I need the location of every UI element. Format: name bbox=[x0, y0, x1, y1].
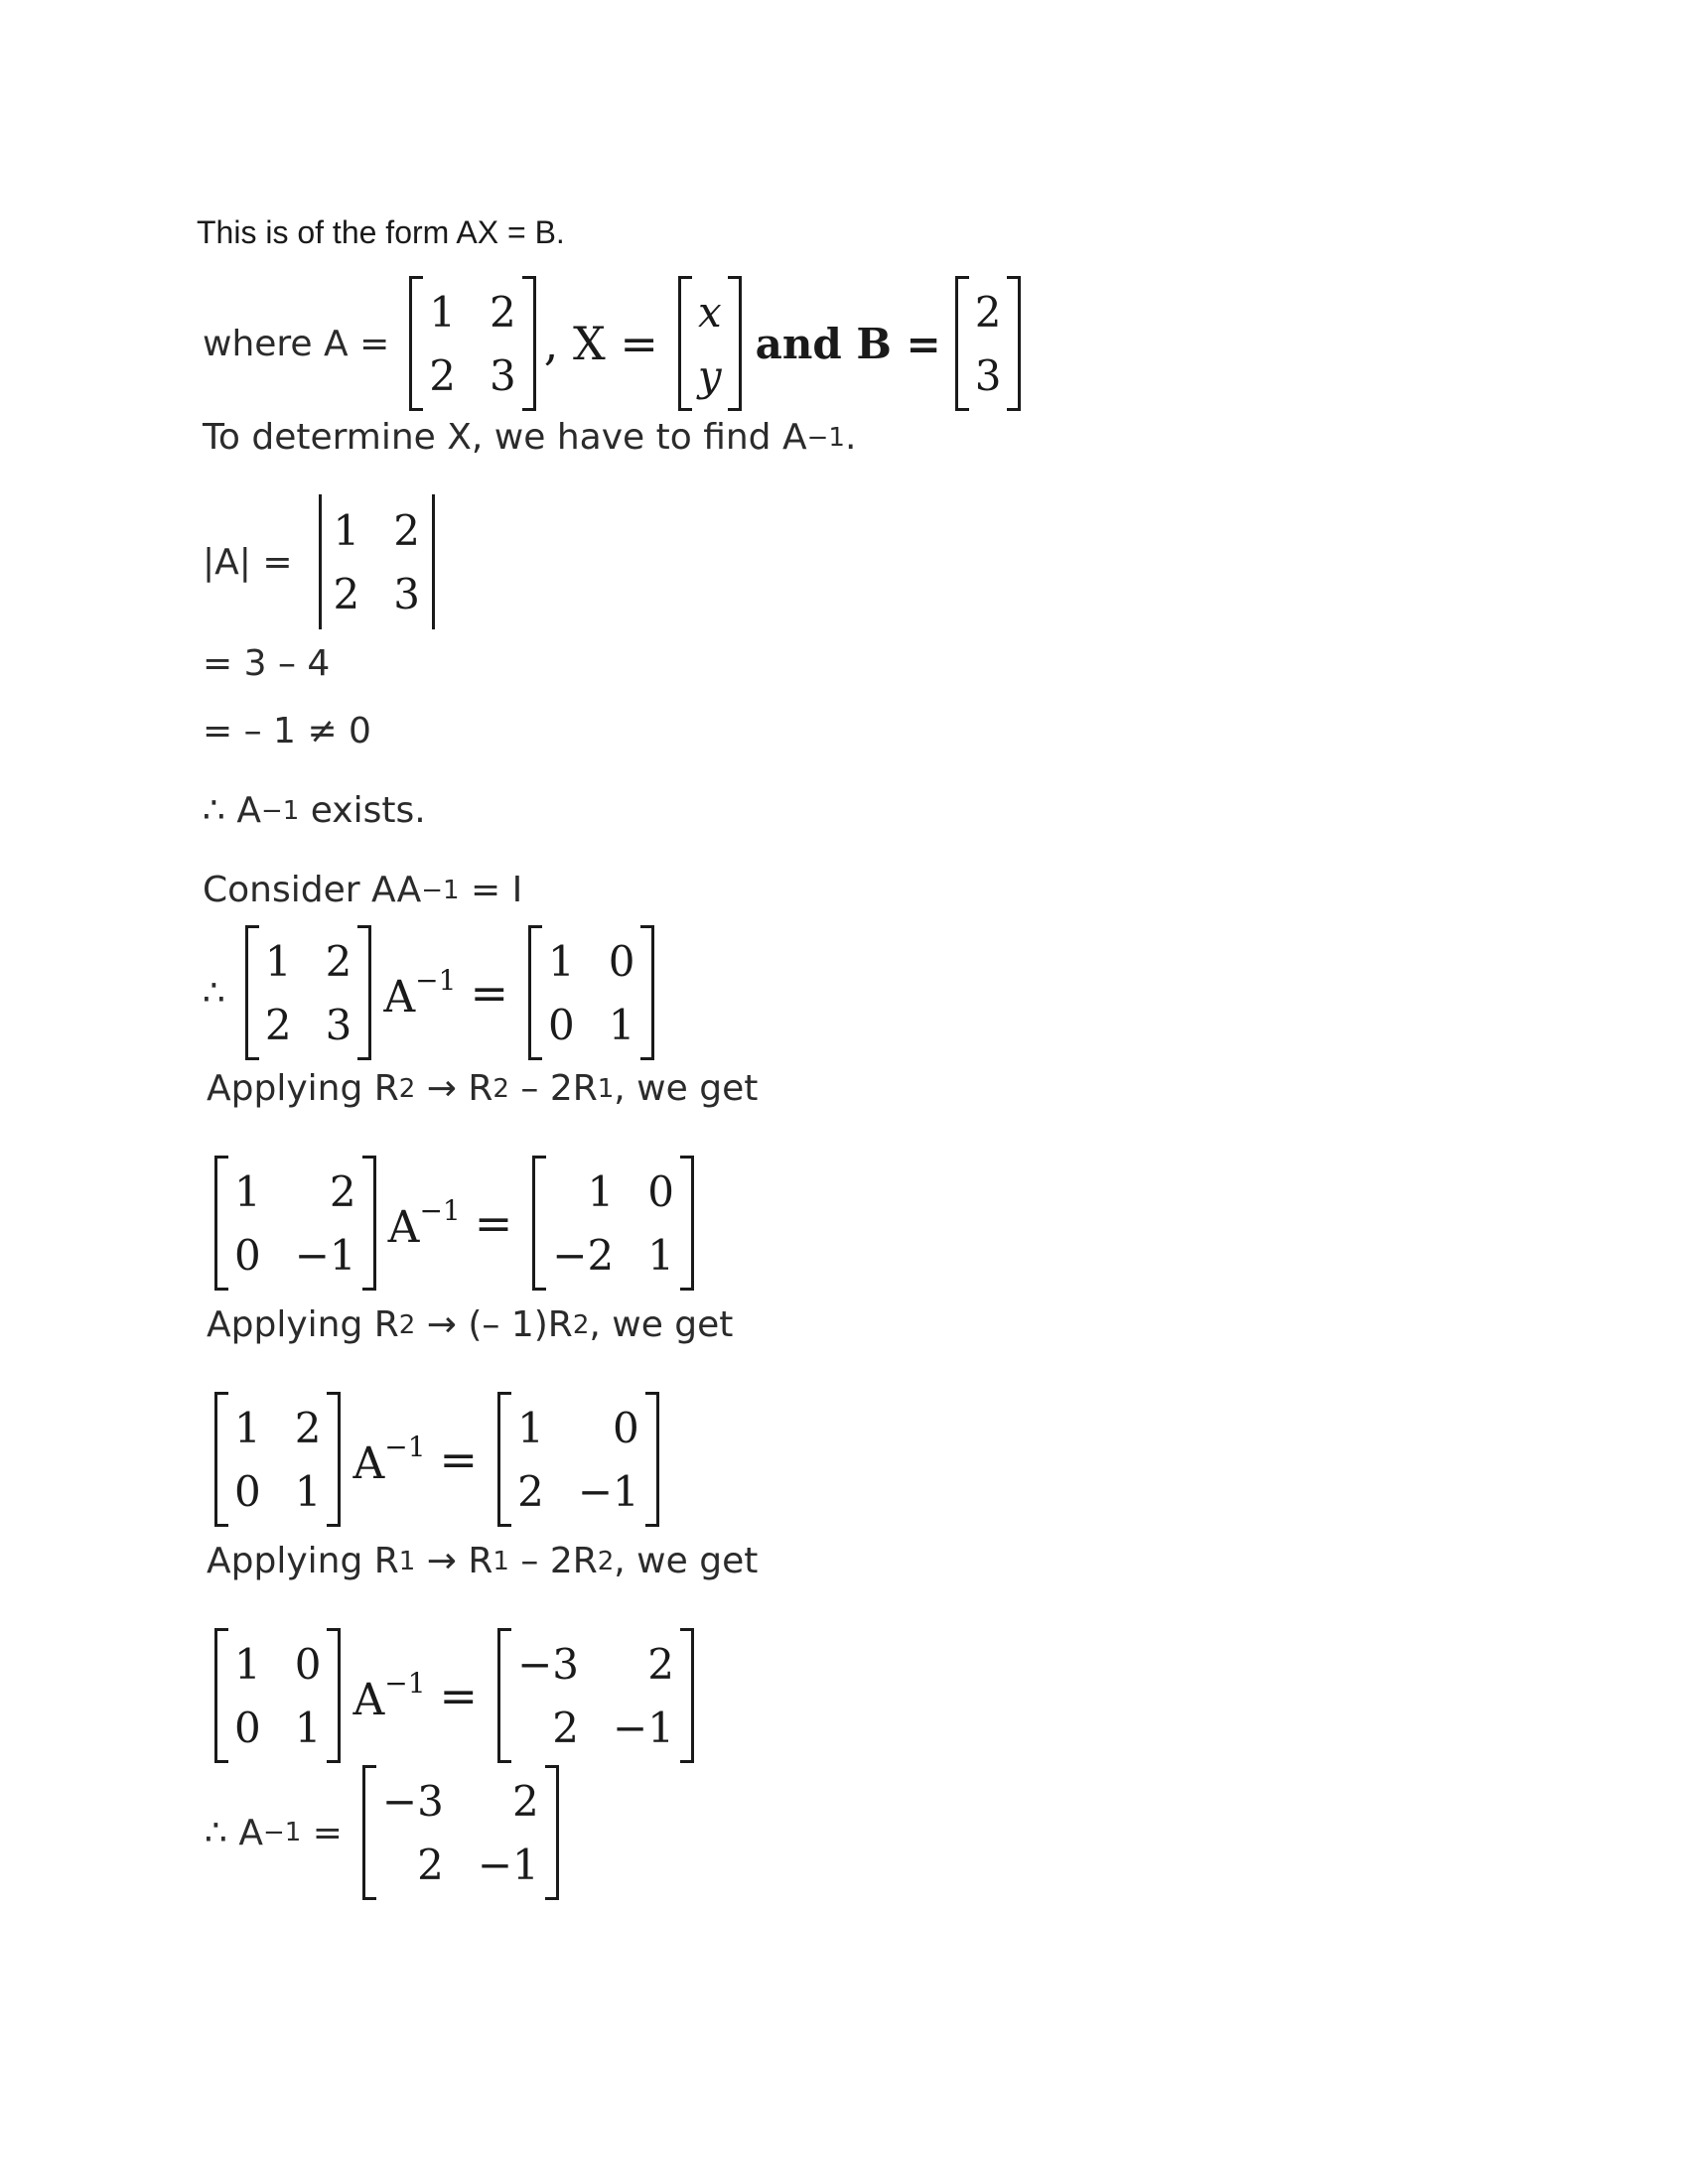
matrix-left bbox=[214, 1628, 341, 1763]
equation-1 bbox=[209, 1156, 700, 1291]
equals-sign: = bbox=[470, 966, 508, 1020]
inverse-sup: −1 bbox=[806, 422, 845, 453]
matrix-cell: 1 bbox=[647, 1230, 674, 1280]
therefore-symbol: ∴ bbox=[203, 972, 225, 1014]
exists-pre: ∴ A bbox=[203, 790, 261, 831]
and-b-label: and B = bbox=[755, 319, 941, 368]
matrix-cell: 0 bbox=[294, 1639, 322, 1689]
matrix-cell: −3 bbox=[517, 1639, 579, 1689]
matrix-left bbox=[245, 925, 371, 1060]
matrix-cell: 2 bbox=[512, 1776, 539, 1826]
matrix-cell: 3 bbox=[393, 569, 420, 618]
matrix-cell: 1 bbox=[264, 936, 292, 986]
matrix-b bbox=[955, 276, 1022, 411]
matrix-left bbox=[214, 1392, 341, 1527]
matrix-cell: 2 bbox=[417, 1840, 444, 1889]
matrix-cell: −1 bbox=[294, 1230, 356, 1280]
matrix-cell: 2 bbox=[264, 1000, 292, 1049]
a-inverse: $A^{-1}$ bbox=[352, 1430, 426, 1489]
a-inverse: $A^{-1}$ bbox=[387, 1193, 461, 1253]
det-label: |A| = bbox=[203, 541, 293, 583]
exists-line bbox=[203, 790, 426, 831]
where-label: where A = bbox=[203, 323, 390, 364]
step1-label: Applying R 2 → R 2 – 2R 1 , we get bbox=[207, 1068, 759, 1109]
inverse-sup: −1 bbox=[260, 795, 300, 826]
equals-sign: = bbox=[439, 1433, 479, 1486]
matrix-right bbox=[532, 1156, 694, 1291]
matrix-right bbox=[497, 1628, 694, 1763]
consider-post: = I bbox=[459, 870, 523, 910]
matrix-cell: 0 bbox=[234, 1230, 261, 1280]
equation-2 bbox=[209, 1392, 665, 1527]
matrix-cell: 2 bbox=[325, 936, 352, 986]
matrix-cell: −1 bbox=[613, 1703, 674, 1752]
matrix-cell: 2 bbox=[974, 287, 1002, 337]
determine-end: . bbox=[844, 417, 857, 458]
matrix-x bbox=[678, 276, 742, 411]
a-inverse: $A^{-1}$ bbox=[352, 1666, 426, 1725]
equation-0 bbox=[203, 925, 660, 1060]
matrix-cell: 1 bbox=[294, 1466, 322, 1516]
matrix-a bbox=[409, 276, 535, 411]
x-label: , X = bbox=[543, 317, 658, 370]
consider-pre: Consider AA bbox=[203, 870, 422, 910]
matrix-cell: 0 bbox=[234, 1466, 261, 1516]
matrix-cell: 2 bbox=[517, 1466, 544, 1516]
determine-line bbox=[203, 417, 856, 458]
matrix-right bbox=[528, 925, 654, 1060]
matrix-cell: x bbox=[697, 287, 722, 337]
matrix-cell: 1 bbox=[234, 1403, 261, 1452]
matrix-cell: 0 bbox=[234, 1703, 261, 1752]
matrix-cell: −3 bbox=[381, 1776, 444, 1826]
matrix-cell: 1 bbox=[517, 1403, 544, 1452]
calc-line-2: = – 1 ≠ 0 bbox=[203, 711, 371, 751]
matrix-cell: 2 bbox=[429, 350, 456, 400]
matrix-cell: 1 bbox=[587, 1166, 615, 1216]
matrix-cell: 1 bbox=[608, 1000, 635, 1049]
matrix-cell: 1 bbox=[294, 1703, 322, 1752]
matrix-cell: −2 bbox=[552, 1230, 615, 1280]
matrix-cell: 1 bbox=[234, 1166, 261, 1216]
step3-label: Applying R 1 → R 1 – 2R 2 , we get bbox=[207, 1541, 759, 1581]
result-line bbox=[205, 1765, 565, 1900]
matrix-right bbox=[497, 1392, 659, 1527]
calc-line-1: = 3 – 4 bbox=[203, 643, 331, 684]
matrix-cell: 0 bbox=[608, 936, 635, 986]
matrix-cell: 1 bbox=[429, 287, 456, 337]
consider-line bbox=[203, 870, 522, 910]
matrix-cell: 0 bbox=[647, 1166, 674, 1216]
determine-text: To determine X, we have to find A bbox=[203, 417, 807, 458]
inverse-sup: −1 bbox=[421, 875, 460, 905]
determinant-line bbox=[203, 494, 447, 629]
determinant-a bbox=[313, 494, 441, 629]
intro-text: This is of the form AX = B. bbox=[197, 214, 565, 250]
matrix-left bbox=[214, 1156, 376, 1291]
equals-sign: = bbox=[439, 1669, 479, 1722]
step2-label: Applying R 2 → (– 1)R 2 , we get bbox=[207, 1304, 734, 1345]
matrix-cell: 3 bbox=[489, 350, 516, 400]
definition-line bbox=[203, 276, 1027, 411]
matrix-cell: 2 bbox=[393, 505, 420, 555]
matrix-cell: 3 bbox=[325, 1000, 352, 1049]
matrix-cell: 0 bbox=[547, 1000, 575, 1049]
matrix-cell: 2 bbox=[294, 1403, 322, 1452]
matrix-a-inverse bbox=[362, 1765, 559, 1900]
matrix-cell: 1 bbox=[547, 936, 575, 986]
a-inverse: $A^{-1}$ bbox=[383, 963, 457, 1023]
exists-post: exists. bbox=[299, 790, 426, 831]
matrix-cell: 2 bbox=[329, 1166, 356, 1216]
matrix-cell: −1 bbox=[577, 1466, 639, 1516]
matrix-cell: 2 bbox=[552, 1703, 579, 1752]
matrix-cell: 1 bbox=[234, 1639, 261, 1689]
matrix-cell: −1 bbox=[477, 1840, 539, 1889]
matrix-cell: 0 bbox=[613, 1403, 639, 1452]
matrix-cell: 2 bbox=[647, 1639, 674, 1689]
equals-sign: = bbox=[474, 1196, 513, 1250]
result-label: ∴ A −1 = bbox=[205, 1812, 343, 1853]
equation-3 bbox=[209, 1628, 700, 1763]
matrix-cell: 3 bbox=[974, 350, 1002, 400]
matrix-cell: 1 bbox=[333, 505, 360, 555]
matrix-cell: y bbox=[697, 350, 722, 400]
matrix-cell: 2 bbox=[489, 287, 516, 337]
matrix-cell: 2 bbox=[333, 569, 360, 618]
